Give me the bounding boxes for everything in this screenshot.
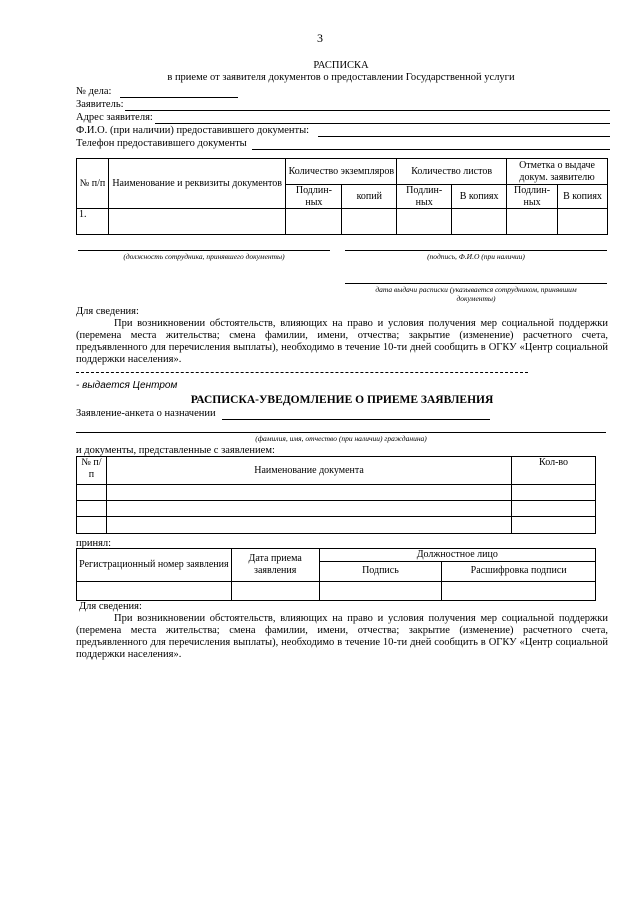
sub-in-copies-header: В копиях xyxy=(452,185,507,209)
applicant-address-label: Адрес заявителя: xyxy=(76,112,153,123)
docs-label: и документы, представленные с заявлением: xyxy=(76,445,275,456)
sub-original-header: Подлин-ных xyxy=(286,185,342,209)
sub-original-header: Подлин-ных xyxy=(397,185,452,209)
sub-original-header: Подлин-ных xyxy=(507,185,558,209)
issue-date-caption-cont: документы) xyxy=(456,294,496,303)
issue-date-line[interactable] xyxy=(345,283,607,284)
application-field[interactable] xyxy=(222,419,490,420)
signature-caption: (подпись, Ф.И.О (при наличии) xyxy=(427,252,525,261)
col-sheets-count-header: Количество листов xyxy=(397,159,507,185)
table-cell[interactable] xyxy=(442,581,596,600)
table-cell[interactable] xyxy=(452,209,507,235)
employee-position-line[interactable] xyxy=(78,250,330,251)
info-text: При возникновении обстоятельств, влияющих на право и условия получения мер социальной поддержки (перемена места жительства; смена фамилии, имени, отчества; закрытие (изменение) расчетного счета, предъявленного для перечисления выплаты), необходимо в течение 10-ти дней сообщить в ОГКУ «Центр социальной поддержки населения». xyxy=(76,613,608,661)
issue-date-caption: дата выдачи расписки (указывается сотрудником, принявшим xyxy=(375,285,577,294)
col-number-header: № п/п xyxy=(77,159,109,209)
table-cell[interactable] xyxy=(77,517,107,534)
receipt-title: РАСПИСКА xyxy=(313,60,369,71)
table-cell[interactable] xyxy=(108,209,286,235)
application-label: Заявление-анкета о назначении xyxy=(76,408,216,419)
table-cell[interactable] xyxy=(342,209,397,235)
applicant-label: Заявитель: xyxy=(76,99,124,110)
receipt-documents-table xyxy=(76,158,608,235)
page-number: 3 xyxy=(317,31,323,45)
col-number-header: № п/п xyxy=(77,457,107,485)
submitter-fio-field[interactable] xyxy=(318,136,610,137)
col-document-name-header: Наименование документа xyxy=(106,457,511,485)
sub-in-copies-header: В копиях xyxy=(558,185,608,209)
table-cell[interactable] xyxy=(77,501,107,517)
citizen-fio-line[interactable] xyxy=(76,432,606,433)
table-cell[interactable] xyxy=(231,581,319,600)
col-quantity-header: Кол-во xyxy=(512,457,596,485)
table-cell[interactable] xyxy=(106,501,511,517)
notice-title: РАСПИСКА-УВЕДОМЛЕНИЕ О ПРИЕМЕ ЗАЯВЛЕНИЯ xyxy=(190,394,494,406)
table-cell[interactable] xyxy=(512,485,596,501)
table-cell[interactable] xyxy=(507,209,558,235)
table-cell[interactable] xyxy=(512,517,596,534)
sub-signature-decode-header: Расшифровка подписи xyxy=(442,561,596,581)
table-cell[interactable] xyxy=(512,501,596,517)
table-cell[interactable] xyxy=(77,485,107,501)
sub-signature-header: Подпись xyxy=(319,561,442,581)
col-copies-count-header: Количество экземпляров xyxy=(286,159,397,185)
submitted-documents-table xyxy=(76,456,596,534)
info-label: Для сведения: xyxy=(76,306,139,317)
table-cell[interactable] xyxy=(319,581,442,600)
info-label: Для сведения: xyxy=(79,601,142,612)
case-number-field[interactable] xyxy=(120,97,238,98)
receipt-subtitle: в приеме от заявителя документов о предоставлении Государственной услуги xyxy=(167,72,515,83)
issued-by-center: - выдается Центром xyxy=(76,380,178,391)
table-cell[interactable] xyxy=(558,209,608,235)
signature-line[interactable] xyxy=(345,250,607,251)
table-cell[interactable] xyxy=(286,209,342,235)
table-cell[interactable] xyxy=(77,581,232,600)
row-number: 1. xyxy=(77,209,109,235)
employee-position-caption: (должность сотрудника, принявшего документы) xyxy=(123,252,285,261)
col-official-header: Должностное лицо xyxy=(319,549,595,562)
table-cell[interactable] xyxy=(397,209,452,235)
applicant-address-field[interactable] xyxy=(155,123,610,124)
submitter-phone-label: Телефон предоставившего документы xyxy=(76,138,247,149)
table-cell[interactable] xyxy=(106,517,511,534)
col-document-name-header: Наименование и реквизиты документов xyxy=(108,159,286,209)
sub-copies-header: копий xyxy=(342,185,397,209)
col-acceptance-date-header: Дата приема заявления xyxy=(231,549,319,582)
citizen-fio-caption: (фамилия, имя, отчество (при наличии) гражданина) xyxy=(255,434,427,443)
case-number-label: № дела: xyxy=(76,86,112,97)
acceptance-table xyxy=(76,548,596,601)
submitter-fio-label: Ф.И.О. (при наличии) предоставившего документы: xyxy=(76,125,310,136)
submitter-phone-field[interactable] xyxy=(252,149,610,150)
cut-line xyxy=(76,372,528,373)
applicant-field[interactable] xyxy=(125,110,610,111)
col-registration-number-header: Регистрационный номер заявления xyxy=(77,549,232,582)
col-issue-mark-header: Отметка о выдаче докум. заявителю xyxy=(507,159,608,185)
table-cell[interactable] xyxy=(106,485,511,501)
accepted-label: принял: xyxy=(76,538,112,549)
info-text: При возникновении обстоятельств, влияющих на право и условия получения мер социальной поддержки (перемена места жительства; смена фамилии, имени, отчества; закрытие (изменение) расчетного счета, предъявленного для перечисления выплаты), необходимо в течение 10-ти дней сообщить в ОГКУ «Центр социальной поддержки населения». xyxy=(76,318,608,366)
